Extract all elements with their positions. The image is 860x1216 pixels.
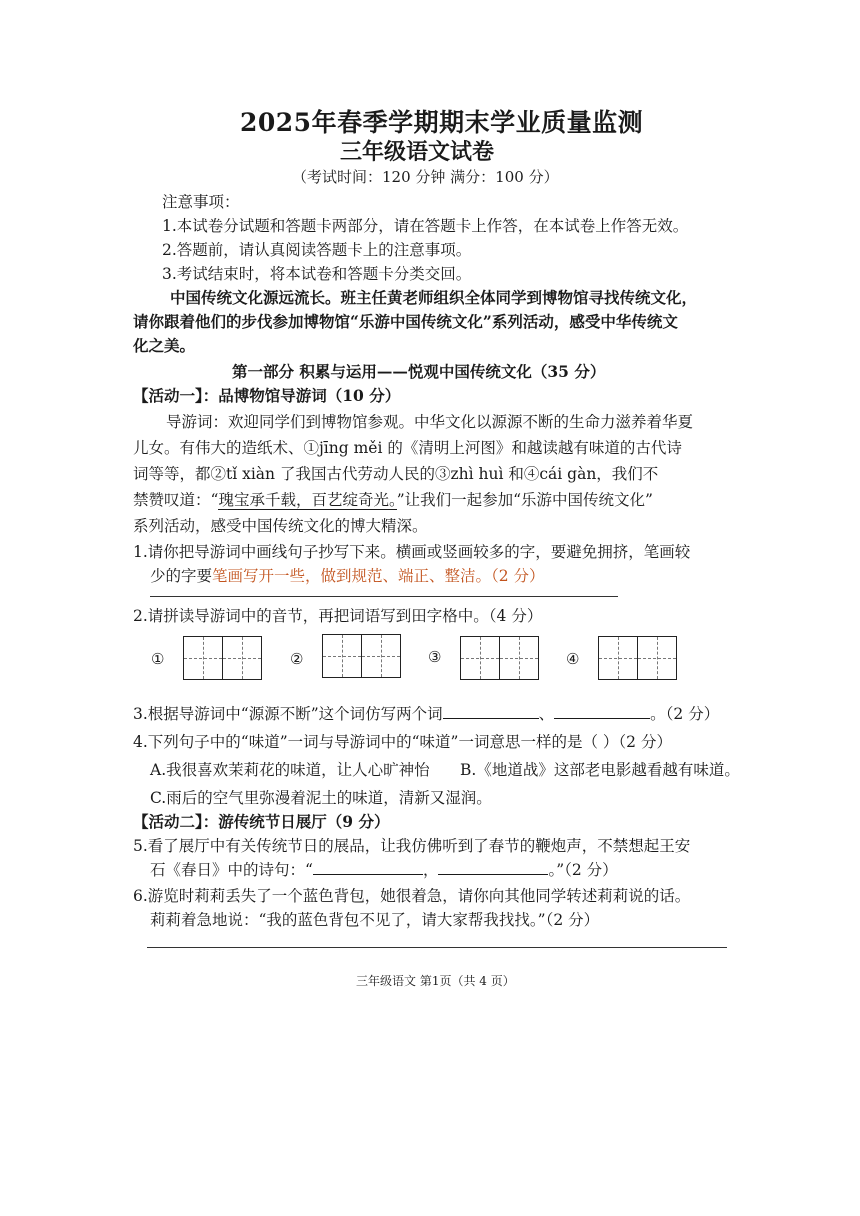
activity1-title: ：品博物馆导游词（10 分） <box>202 386 401 405</box>
notice-item-2: 2.答题前，请认真阅读答题卡上的注意事项。 <box>162 241 472 259</box>
notice-item-3: 3.考试结束时，将本试卷和答题卡分类交回。 <box>162 265 472 283</box>
guide-underlined-sentence: 瑰宝承千载，百艺绽奇光。 <box>218 491 397 509</box>
guide-line-5: 系列活动，感受中国传统文化的博大精深。 <box>133 517 428 535</box>
exam-info: （考试时间：120 分钟 满分：100 分） <box>292 168 559 186</box>
guide-line-3: 词等等，都②tǐ xiàn 了我国古代劳动人民的③zhì huì 和④cái gàn，我们不 <box>133 465 659 483</box>
grid-cell[interactable] <box>599 637 638 679</box>
q2-label-4: ④ <box>566 650 580 668</box>
q3-pre: 3.根据导游词中“源源不断”这个词仿写两个词 <box>133 705 443 723</box>
activity1-heading <box>133 384 400 406</box>
q3-post: 。（2 分） <box>650 705 720 723</box>
q1-line-2-emphasis: 笔画写开一些，做到规范、端正、整洁。（2 分） <box>212 567 545 585</box>
intro-line-3: 化之美。 <box>133 336 196 355</box>
q6-answer-line[interactable] <box>147 947 727 948</box>
q3-blank-2[interactable] <box>554 702 650 719</box>
q3-sep: 、 <box>538 705 555 723</box>
notice-heading: 注意事项： <box>162 193 240 211</box>
exam-title: 2025年春季学期期末学业质量监测 <box>240 108 644 137</box>
q5-line-2-pre: 石《春日》中的诗句：“ <box>150 861 313 879</box>
q2-text: 2.请拼读导游词中的音节，再把词语写到田字格中。（4 分） <box>133 607 543 625</box>
q6-line-1: 6.游览时莉莉丢失了一个蓝色背包，她很着急，请你向其他同学转述莉莉说的话。 <box>133 887 691 905</box>
activity2-bracket: 【活动二】 <box>133 812 203 831</box>
q5-line-2 <box>150 858 618 880</box>
q5-blank-2[interactable] <box>438 858 548 875</box>
exam-subtitle: 三年级语文试卷 <box>340 139 495 165</box>
page-footer: 三年级语文 第1页（共 4 页） <box>356 974 515 988</box>
guide-line-4 <box>133 488 653 510</box>
q2-grid-1[interactable] <box>183 636 262 680</box>
q3-blank-1[interactable] <box>443 702 539 719</box>
grid-cell[interactable] <box>323 635 362 677</box>
guide-line-2: 儿女。有伟大的造纸术、①jīng měi 的《清明上河图》和越读越有味道的古代诗 <box>133 439 682 457</box>
guide-line-4-post: ”让我们一起参加“乐游中国传统文化” <box>396 491 653 509</box>
q2-label-2: ② <box>290 650 304 668</box>
q5-blank-1[interactable] <box>313 858 423 875</box>
q5-line-1: 5.看了展厅中有关传统节日的展品，让我仿佛听到了春节的鞭炮声，不禁想起王安 <box>133 837 691 855</box>
part1-heading: 第一部分 积累与运用——悦观中国传统文化（35 分） <box>232 362 606 381</box>
q4-stem: 4.下列句子中的“味道”一词与导游词中的“味道”一词意思一样的是（ ）（2 分） <box>133 733 672 751</box>
grid-cell[interactable] <box>362 635 400 677</box>
q1-line-2 <box>150 564 545 586</box>
q5-line-2-post: 。”（2 分） <box>548 861 618 879</box>
q1-line-2-pre: 少的字要 <box>150 567 213 585</box>
activity1-bracket: 【活动一】 <box>133 386 203 405</box>
q1-line-1: 1.请你把导游词中画线句子抄写下来。横画或竖画较多的字，要避免拥挤，笔画较 <box>133 543 691 561</box>
q1-answer-line[interactable] <box>150 596 618 597</box>
activity2-heading <box>133 810 389 832</box>
q4-option-a[interactable]: A.我很喜欢茉莉花的味道，让人心旷神怡 <box>150 761 430 779</box>
notice-item-1: 1.本试卷分试题和答题卡两部分，请在答题卡上作答，在本试卷上作答无效。 <box>162 217 689 235</box>
grid-cell[interactable] <box>500 637 538 679</box>
q3-text <box>133 702 719 724</box>
grid-cell[interactable] <box>223 637 261 679</box>
q2-grid-3[interactable] <box>460 636 539 680</box>
q2-label-3: ③ <box>428 648 442 666</box>
q2-label-1: ① <box>151 650 165 668</box>
q6-line-2: 莉莉着急地说：“我的蓝色背包不见了，请大家帮我找找。”（2 分） <box>150 911 600 929</box>
grid-cell[interactable] <box>638 637 676 679</box>
q5-line-2-sep: ， <box>422 861 439 879</box>
q4-option-b[interactable]: B.《地道战》这部老电影越看越有味道。 <box>460 761 740 779</box>
intro-line-1: 中国传统文化源远流长。班主任黄老师组织全体同学到博物馆寻找传统文化， <box>170 288 698 307</box>
guide-line-1: 导游词：欢迎同学们到博物馆参观。中华文化以源源不断的生命力滋养着华夏 <box>166 413 694 431</box>
intro-line-2: 请你跟着他们的步伐参加博物馆“乐游中国传统文化”系列活动，感受中华传统文 <box>133 312 678 331</box>
grid-cell[interactable] <box>461 637 500 679</box>
grid-cell[interactable] <box>184 637 223 679</box>
q4-option-c[interactable]: C.雨后的空气里弥漫着泥土的味道，清新又湿润。 <box>150 789 492 807</box>
guide-line-4-pre: 禁赞叹道：“ <box>133 491 219 509</box>
q2-grid-2[interactable] <box>322 634 401 678</box>
q2-grid-4[interactable] <box>598 636 677 680</box>
activity2-title: ：游传统节日展厅（9 分） <box>202 812 390 831</box>
